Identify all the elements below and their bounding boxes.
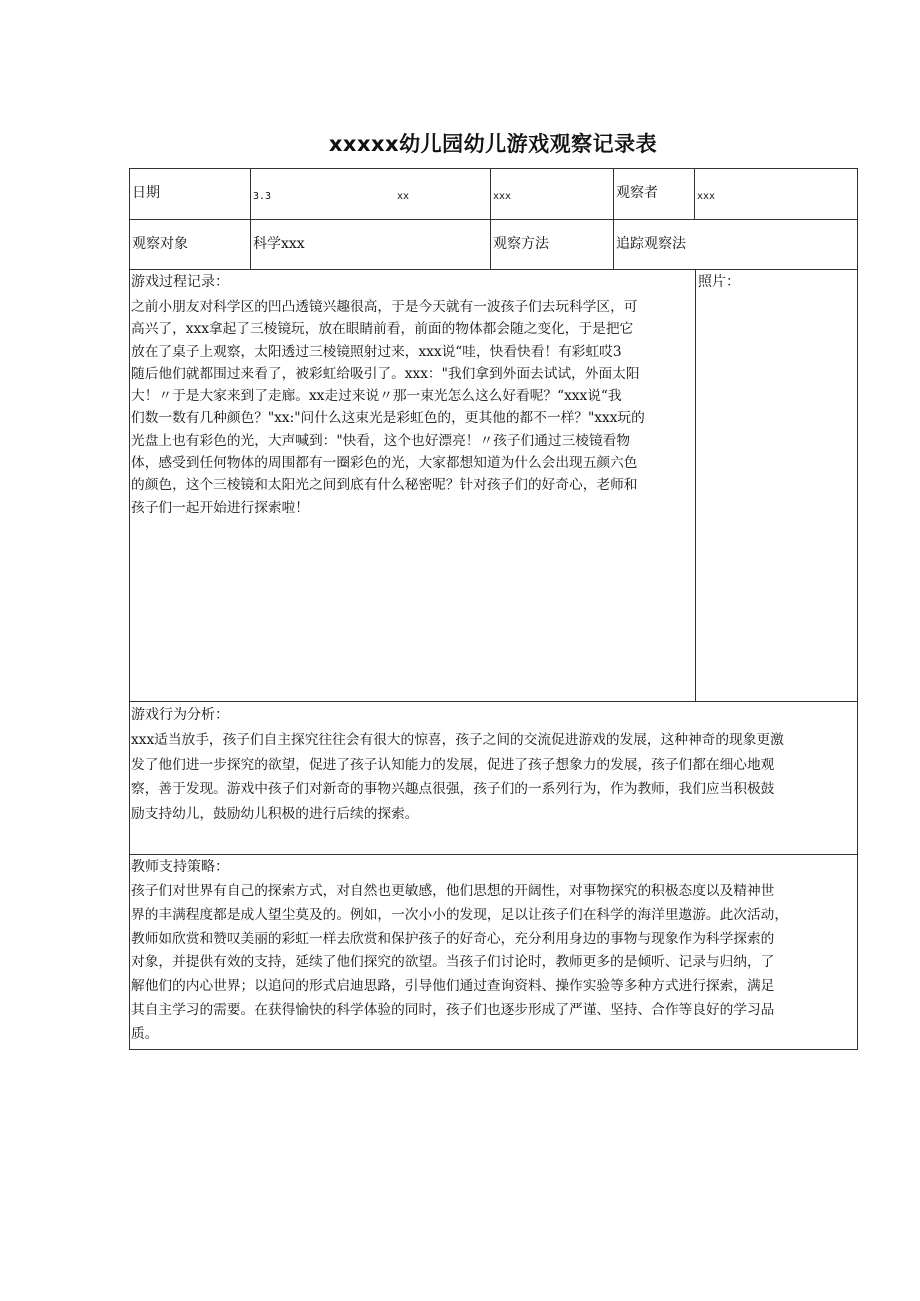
col-divider-2: [490, 168, 491, 270]
record-line: 体，感受到任何物体的周围都有一圈彩色的光，大家都想知道为什么会出现五颜六色: [131, 455, 638, 472]
row-divider-3: [129, 701, 858, 702]
page-title: xxxxx幼儿园幼儿游戏观察记录表: [328, 132, 658, 156]
col-divider-3: [613, 168, 614, 270]
method-label: 观察方法: [493, 236, 549, 252]
row-divider-1: [129, 219, 858, 220]
strategy-line: 其自主学习的需要。在获得愉快的科学体验的同时，孩子们也逐步形成了严谨、坚持、合作等良好的学习品: [131, 1001, 775, 1018]
observer-label: 观察者: [616, 185, 658, 201]
method-value: 追踪观察法: [616, 236, 686, 252]
analysis-text: [131, 728, 856, 826]
row-divider-2: [129, 269, 858, 270]
strategy-line: 教师如欣赏和赞叹美丽的彩虹一样去欣赏和保护孩子的好奇心，充分利用身边的事物与现象作为科学探索的: [131, 930, 775, 947]
strategy-text: [131, 880, 856, 1047]
date-value: 3.3: [253, 191, 272, 202]
row-divider-4: [129, 854, 858, 855]
record-line: 高兴了，xxx拿起了三棱镜玩，放在眼睛前看，前面的物体都会随之变化，于是把它: [131, 321, 634, 338]
col-divider-1: [250, 168, 251, 270]
record-text: [131, 296, 691, 519]
class-value: xx: [397, 191, 410, 202]
record-line: 之前小朋友对科学区的凹凸透镜兴趣很高，于是今天就有一波孩子们去玩科学区，可: [131, 299, 638, 315]
record-line: 放在了桌子上观察，太阳透过三棱镜照射过来，xxx说“哇，快看快看！有彩虹哎3: [131, 343, 622, 360]
subject-value: 科学xxx: [253, 236, 305, 252]
col-divider-4: [694, 168, 695, 220]
photo-label: 照片：: [698, 274, 740, 290]
analysis-line: 察，善于发现。游戏中孩子们对新奇的事物兴趣点很强，孩子们的一系列行为，作为教师，我们应当积极鼓: [131, 781, 775, 797]
strategy-line: 质。: [131, 1025, 159, 1042]
observer-value: xxx: [697, 191, 716, 202]
record-line: 随后他们就都围过来看了，被彩虹给吸引了。xxx："我们拿到外面去试试，外面太阳: [131, 365, 640, 382]
photo-col-divider: [695, 269, 696, 702]
strategy-line: 解他们的内心世界；以追问的形式启迪思路，引导他们通过查询资料、操作实验等多种方式进行探索，满足: [131, 978, 775, 995]
name-value: xxx: [493, 191, 512, 202]
analysis-line: xxx适当放手，孩子们自主探究往往会有很大的惊喜，孩子之间的交流促进游戏的发展，这种神奇的现象更激: [131, 732, 784, 748]
analysis-line: 励支持幼儿，鼓励幼儿积极的进行后续的探索。: [131, 805, 419, 822]
analysis-label: 游戏行为分析：: [131, 707, 229, 723]
record-line: 大！〃于是大家来到了走廊。xx走过来说〃那一束光怎么这么好看呢？“xxx说“我: [131, 388, 622, 405]
record-label: 游戏过程记录：: [131, 274, 229, 290]
subject-label: 观察对象: [132, 236, 188, 252]
strategy-label: 教师支持策略：: [131, 859, 229, 875]
strategy-line: 对象，并提供有效的支持，延续了他们探究的欲望。当孩子们讨论时，教师更多的是倾听、记录与归纳，了: [131, 954, 775, 971]
date-label: 日期: [132, 185, 160, 201]
record-line: 孩子们一起开始进行探索啦！: [131, 499, 309, 516]
analysis-line: 发了他们进一步探究的欲望，促进了孩子认知能力的发展，促进了孩子想象力的发展，孩子们都在细心地观: [131, 756, 775, 773]
strategy-line: 孩子们对世界有自己的探索方式，对自然也更敏感，他们思想的开阔性，对事物探究的积极态度以及精神世: [131, 883, 775, 899]
strategy-line: 界的丰满程度都是成人望尘莫及的。例如，一次小小的发现，足以让孩子们在科学的海洋里遨游。此次活动，: [131, 906, 789, 923]
record-line: 光盘上也有彩色的光，大声喊到："快看，这个也好漂亮！〃孩子们通过三棱镜看物: [131, 432, 631, 449]
record-line: 的颜色，这个三棱镜和太阳光之间到底有什么秘密呢？针对孩子们的好奇心，老师和: [131, 477, 638, 494]
record-line: 们数一数有几种颜色？"xx:"问什么这束光是彩虹色的，更其他的都不一样？"xxx玩的: [131, 410, 645, 427]
